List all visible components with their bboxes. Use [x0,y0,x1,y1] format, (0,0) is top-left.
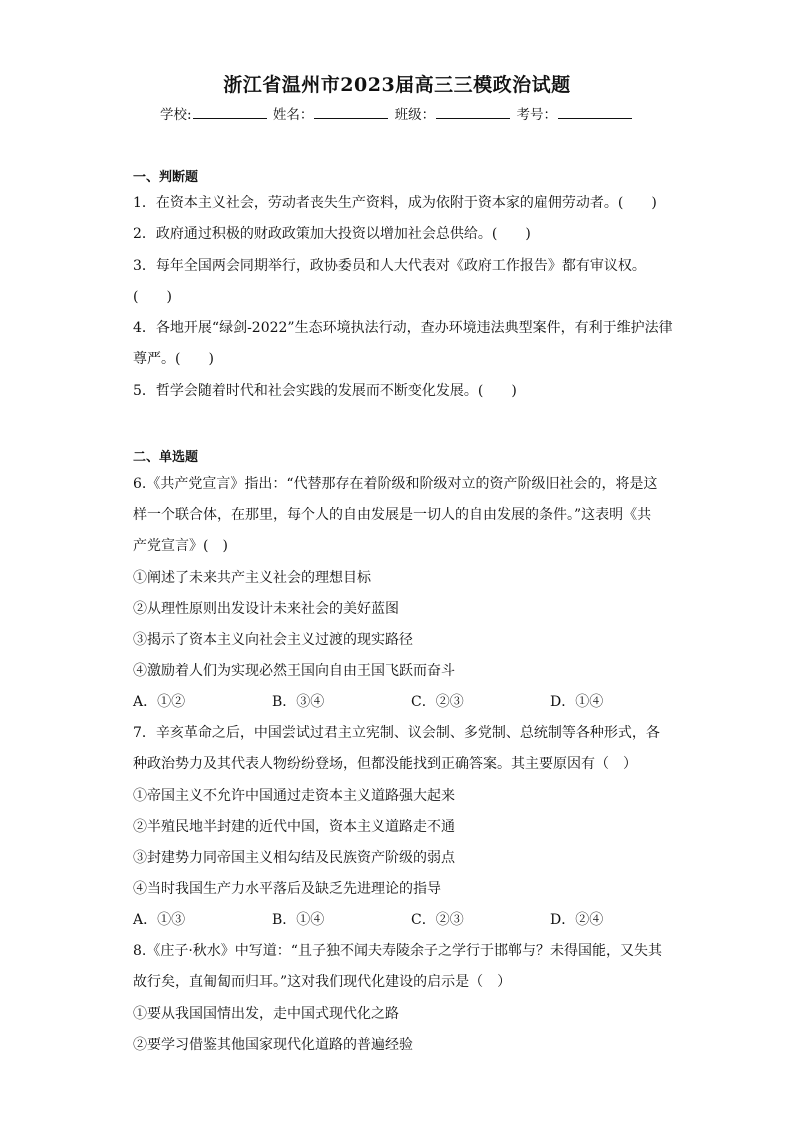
question-statement: ①要从我国国情出发，走中国式现代化之路 [133,1006,399,1022]
exam-number-blank[interactable] [558,105,632,119]
question-text-line: 种政治势力及其代表人物纷纷登场，但都没能找到正确答案。其主要原因有（ ） [133,756,637,772]
question-text-line: 3．每年全国两会同期举行，政协委员和人大代表对《政府工作报告》都有审议权。 [133,258,646,274]
answer-option[interactable]: B．①④ [272,912,325,928]
question-statement: ③封建势力同帝国主义相勾结及民族资产阶级的弱点 [133,850,455,866]
question-text-line: 5．哲学会随着时代和社会实践的发展而不断变化发展。( ) [133,383,517,399]
answer-option[interactable]: D．①④ [550,694,604,710]
section-heading-single-choice: 二、单选题 [133,450,199,465]
question-text-line: 2．政府通过积极的财政政策加大投资以增加社会总供给。( ) [133,226,531,242]
question-text-line: 样一个联合体，在那里，每个人的自由发展是一切人的自由发展的条件。”这表明《共 [133,507,652,523]
question-text-line: 7．辛亥革命之后，中国尝试过君主立宪制、议会制、多党制、总统制等各种形式，各 [133,725,660,741]
question-statement: ②从理性原则出发设计未来社会的美好蓝图 [133,601,399,617]
school-blank[interactable] [193,105,267,119]
question-statement: ④激励着人们为实现必然王国向自由王国飞跃而奋斗 [133,663,455,679]
class-label: 班级： [394,107,436,123]
question-statement: ④当时我国生产力水平落后及缺乏先进理论的指导 [133,881,441,897]
question-text-line: 尊严。( ) [133,351,214,367]
question-text-line: 故行矣，直匍匐而归耳。”这对我们现代化建设的启示是（ ） [133,974,512,990]
question-text-line: 8.《庄子·秋水》中写道：“且子独不闻夫寿陵余子之学行于邯郸与？未得国能，又失其 [133,943,662,959]
question-text-line: 1．在资本主义社会，劳动者丧失生产资料，成为依附于资本家的雇佣劳动者。( ) [133,195,657,211]
section-heading-judgment: 一、判断题 [133,170,199,185]
question-text-line: 6.《共产党宣言》指出：“代替那存在着阶级和阶级对立的资产阶级旧社会的，将是这 [133,476,658,492]
exam-title: 浙江省温州市2023届高三三模政治试题 [223,74,571,96]
answer-option[interactable]: C．②③ [411,912,464,928]
question-statement: ②要学习借鉴其他国家现代化道路的普遍经验 [133,1037,413,1053]
question-text-line: 产党宣言》( ) [133,538,228,554]
name-blank[interactable] [314,105,388,119]
answer-option[interactable]: D．②④ [550,912,604,928]
question-statement: ①阐述了未来共产主义社会的理想目标 [133,570,371,586]
question-text-line: 4．各地开展“绿剑-2022”生态环境执法行动，查办环境违法典型案件，有利于维护法律 [133,320,673,336]
question-statement: ①帝国主义不允许中国通过走资本主义道路强大起来 [133,788,455,804]
student-info-row [0,103,794,123]
question-statement: ②半殖民地半封建的近代中国，资本主义道路走不通 [133,819,455,835]
question-statement: ③揭示了资本主义向社会主义过渡的现实路径 [133,632,413,648]
class-blank[interactable] [436,105,510,119]
question-text-line: ( ) [133,289,172,305]
name-label: 姓名： [272,107,314,123]
answer-option[interactable]: C．②③ [411,694,464,710]
answer-option[interactable]: A．①③ [133,912,186,928]
exam-number-label: 考号： [516,107,557,123]
school-label: 学校: [160,107,192,123]
answer-option[interactable]: A．①② [133,694,186,710]
answer-option[interactable]: B．③④ [272,694,325,710]
